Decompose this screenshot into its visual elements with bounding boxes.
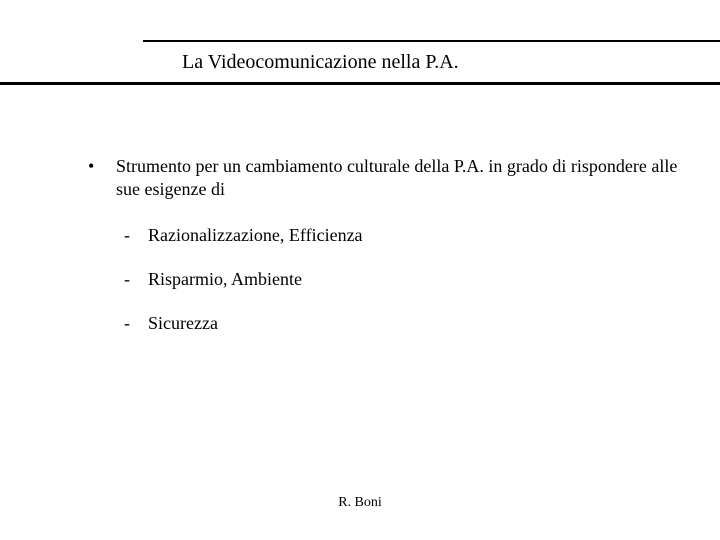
- sub-item-sicurezza: [124, 312, 218, 334]
- main-bullet: [88, 155, 688, 201]
- footer-author: R. Boni: [338, 495, 382, 510]
- sub-item-risparmio: [124, 268, 302, 290]
- slide-title: La Videocomunicazione nella P.A.: [182, 51, 459, 73]
- sub-item-text: Risparmio, Ambiente: [148, 269, 302, 289]
- sub-item-razionalizzazione: [124, 224, 363, 246]
- title-bottom-rule: [0, 82, 720, 85]
- sub-item-text: Razionalizzazione, Efficienza: [148, 225, 363, 245]
- title-top-rule: [143, 40, 720, 42]
- bullet-marker: •: [88, 156, 95, 176]
- dash-marker: -: [124, 225, 130, 245]
- bullet-row: [88, 155, 688, 201]
- sub-item-text: Sicurezza: [148, 313, 218, 333]
- bullet-text: Strumento per un cambiamento culturale della P.A. in grado di rispondere alle sue esigenze di: [116, 156, 678, 199]
- dash-marker: -: [124, 269, 130, 289]
- dash-marker: -: [124, 313, 130, 333]
